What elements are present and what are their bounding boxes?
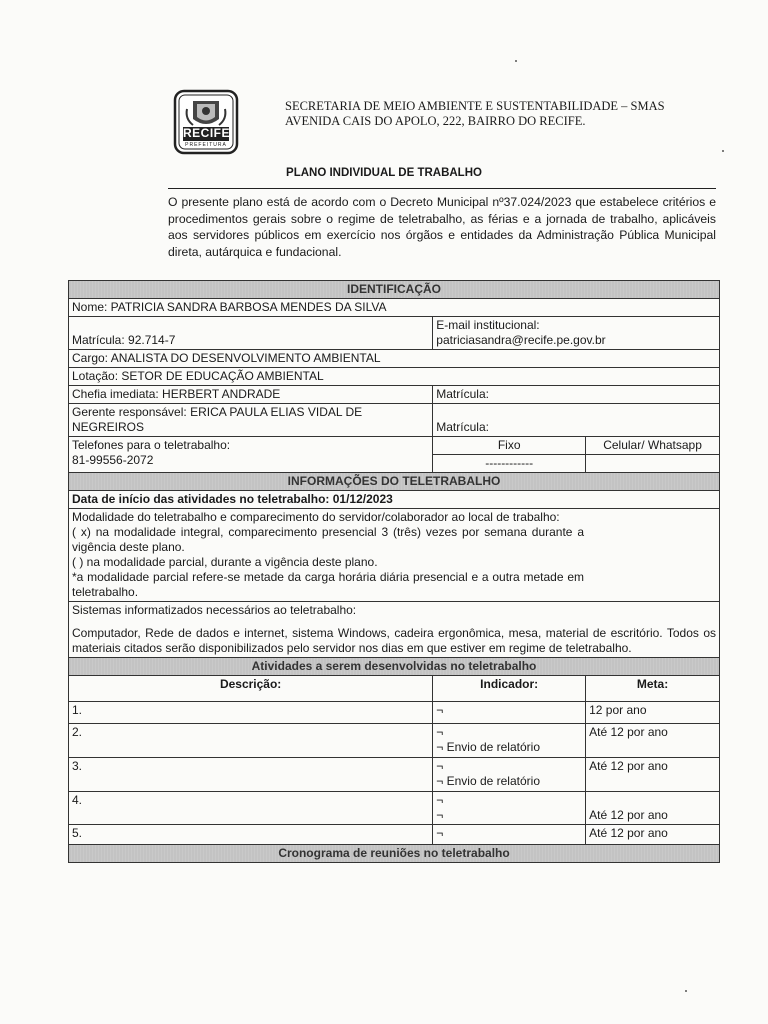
data-inicio-field: Data de início das atividades no teletrabalho: 01/12/2023 — [69, 491, 720, 509]
opcao-parcial: ( ) na modalidade parcial, durante a vigência deste plano. — [72, 555, 378, 569]
atividade-3-indicador — [433, 758, 586, 792]
teletrabalho-heading: INFORMAÇÕES DO TELETRABALHO — [69, 473, 720, 491]
atividade-4-ind2: ¬ — [436, 808, 444, 822]
scan-speck — [515, 60, 517, 62]
work-plan-form — [68, 280, 720, 863]
identificacao-heading: IDENTIFICAÇÃO — [69, 281, 720, 299]
atividade-5-num: 5. — [69, 825, 433, 845]
sistemas-title: Sistemas informatizados necessários ao teletrabalho: — [72, 603, 357, 617]
telefones-cell — [69, 437, 433, 473]
modalidade-title: Modalidade do teletrabalho e comparecimento do servidor/colaborador ao local de trabalho: — [72, 510, 560, 524]
atividade-5-ind1: ¬ — [436, 826, 444, 840]
gerente-matricula-field: Matrícula: — [433, 404, 720, 437]
letterhead-line-2: AVENIDA CAIS DO APOLO, 222, BAIRRO DO RECIFE. — [285, 114, 586, 128]
celular-value — [586, 455, 720, 473]
atividade-3-num: 3. — [69, 758, 433, 792]
atividade-3-ind2: ¬ Envio de relatório — [436, 774, 540, 788]
chefia-field: Chefia imediata: HERBERT ANDRADE — [69, 386, 433, 404]
atividade-1-meta: 12 por ano — [586, 702, 720, 724]
sistemas-text: Computador, Rede de dados e internet, sistema Windows, cadeira ergonômica, mesa, material de escritório. Todos os materiais citados serão disponibilizados pelo servidor nos dias em que estiver em regime de teletrabalho. — [72, 626, 716, 655]
sistemas-cell — [69, 602, 720, 658]
telefone-value: 81-99556-2072 — [72, 453, 154, 467]
atividades-heading: Atividades a serem desenvolvidas no teletrabalho — [69, 658, 720, 676]
recife-prefeitura-logo — [173, 89, 239, 155]
email-value: patriciasandra@recife.pe.gov.br — [436, 333, 606, 347]
scan-speck — [722, 150, 724, 152]
celular-label: Celular/ Whatsapp — [586, 437, 720, 455]
fixo-value: ------------ — [433, 455, 586, 473]
atividade-1-num: 1. — [69, 702, 433, 724]
atividade-3-ind1: ¬ — [436, 759, 444, 773]
telefones-label: Telefones para o teletrabalho: — [72, 438, 231, 452]
intro-paragraph: O presente plano está de acordo com o Decreto Municipal nº37.024/2023 que estabelece critérios e procedimentos gerais sobre o regime de teletrabalho, as férias e a jornada de trabalho, aplicáveis aos servidores públicos em exercício nos órgãos e entidades da Administração Pública Municipal direta, autárquica e fundacional. — [168, 195, 716, 259]
letterhead-line-1: SECRETARIA DE MEIO AMBIENTE E SUSTENTABILIDADE – SMAS — [285, 99, 665, 113]
col-meta: Meta: — [586, 676, 720, 702]
atividade-2-num: 2. — [69, 724, 433, 758]
atividade-5-meta: Até 12 por ano — [586, 825, 720, 845]
atividade-1-indicador — [433, 702, 586, 724]
email-cell — [433, 317, 720, 350]
cronograma-heading: Cronograma de reuniões no teletrabalho — [69, 845, 720, 863]
atividade-3-meta: Até 12 por ano — [586, 758, 720, 792]
chefia-matricula-field: Matrícula: — [433, 386, 720, 404]
atividade-4-num: 4. — [69, 792, 433, 825]
logo-text: RECIFE — [183, 126, 231, 140]
title-divider — [168, 188, 716, 189]
atividade-1-ind1: ¬ — [436, 703, 444, 717]
nota-parcial: *a modalidade parcial refere-se metade da carga horária diária presencial e a outra metade em teletrabalho. — [72, 570, 584, 599]
cargo-field: Cargo: ANALISTA DO DESENVOLVIMENTO AMBIENTAL — [69, 350, 720, 368]
col-indicador: Indicador: — [433, 676, 586, 702]
matricula-field: Matrícula: 92.714-7 — [69, 317, 433, 350]
atividade-4-indicador — [433, 792, 586, 825]
col-descricao: Descrição: — [69, 676, 433, 702]
atividade-5-indicador — [433, 825, 586, 845]
atividade-2-ind1: ¬ — [436, 725, 444, 739]
atividade-2-meta: Até 12 por ano — [586, 724, 720, 758]
fixo-label: Fixo — [433, 437, 586, 455]
nome-field: Nome: PATRICIA SANDRA BARBOSA MENDES DA SILVA — [69, 299, 720, 317]
modalidade-cell — [69, 509, 720, 602]
logo-subtext: PREFEITURA — [185, 142, 227, 148]
gerente-field: Gerente responsável: ERICA PAULA ELIAS VIDAL DE NEGREIROS — [69, 404, 433, 437]
atividade-4-ind1: ¬ — [436, 793, 444, 807]
email-label: E-mail institucional: — [436, 318, 540, 332]
atividade-2-ind2: ¬ Envio de relatório — [436, 740, 540, 754]
scan-speck — [685, 990, 687, 992]
opcao-integral: ( x) na modalidade integral, comparecimento presencial 3 (três) vezes por semana durante a vigência deste plano. — [72, 525, 584, 554]
lotacao-field: Lotação: SETOR DE EDUCAÇÃO AMBIENTAL — [69, 368, 720, 386]
atividade-2-indicador — [433, 724, 586, 758]
document-title: PLANO INDIVIDUAL DE TRABALHO — [286, 167, 482, 179]
atividade-4-meta: Até 12 por ano — [586, 792, 720, 825]
letterhead — [285, 99, 665, 129]
